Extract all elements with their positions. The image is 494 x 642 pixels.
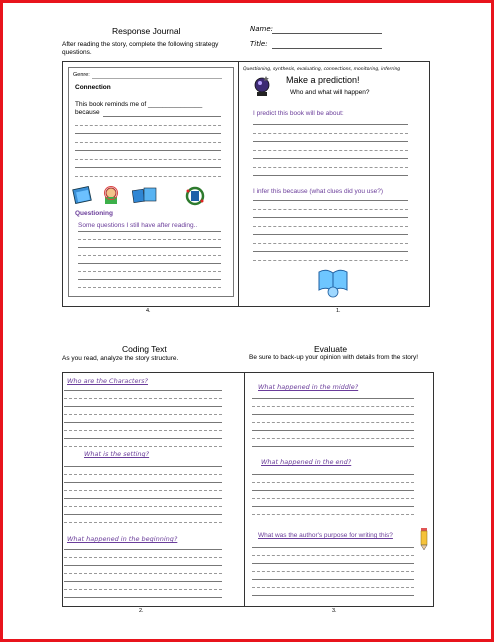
- setting-line[interactable]: [64, 466, 222, 467]
- infer-line[interactable]: [253, 260, 408, 261]
- purpose-line[interactable]: [252, 547, 414, 548]
- page-number-4: 4.: [146, 308, 151, 314]
- connection-line[interactable]: [75, 176, 221, 177]
- genre-label: Genre:: [73, 72, 90, 78]
- bottom-divider: [244, 372, 245, 606]
- setting-line[interactable]: [64, 522, 222, 523]
- connection-line[interactable]: [75, 159, 221, 160]
- reading-child-icon: [102, 186, 120, 206]
- name-label: Name:: [250, 25, 274, 33]
- characters-line[interactable]: [64, 406, 222, 407]
- infer-line[interactable]: [253, 243, 408, 244]
- evaluate-instructions: Be sure to back-up your opinion with details from the story!: [249, 354, 419, 361]
- setting-line[interactable]: [64, 490, 222, 491]
- coding-instructions: As you read, analyze the story structure.: [62, 355, 179, 362]
- page-number-1: 1.: [336, 308, 341, 314]
- because-text: because: [75, 109, 100, 116]
- end-line[interactable]: [252, 474, 414, 475]
- questioning-line[interactable]: [78, 271, 221, 272]
- predict-line[interactable]: [253, 141, 408, 142]
- middle-line[interactable]: [252, 430, 414, 431]
- questioning-line[interactable]: [78, 247, 221, 248]
- infer-line[interactable]: [253, 251, 408, 252]
- infer-line[interactable]: [253, 234, 408, 235]
- connection-heading: Connection: [75, 84, 111, 91]
- pencil-icon: [419, 527, 429, 551]
- characters-line[interactable]: [64, 414, 222, 415]
- middle-line[interactable]: [252, 406, 414, 407]
- middle-line[interactable]: [252, 414, 414, 415]
- characters-line[interactable]: [64, 398, 222, 399]
- infer-line[interactable]: [253, 217, 408, 218]
- journal-instructions: After reading the story, complete the following strategy questions.: [62, 41, 219, 56]
- infer-line[interactable]: [253, 200, 408, 201]
- questioning-line[interactable]: [78, 263, 221, 264]
- middle-line[interactable]: [252, 438, 414, 439]
- characters-line[interactable]: [64, 422, 222, 423]
- beginning-line[interactable]: [64, 565, 222, 566]
- end-line[interactable]: [252, 498, 414, 499]
- beginning-prompt: What happened in the beginning?: [67, 535, 178, 543]
- middle-prompt: What happened in the middle?: [258, 383, 359, 391]
- characters-line[interactable]: [64, 390, 222, 391]
- purpose-line[interactable]: [252, 595, 414, 596]
- end-prompt: What happened in the end?: [261, 458, 352, 466]
- top-divider: [238, 61, 239, 306]
- end-line[interactable]: [252, 482, 414, 483]
- beginning-line[interactable]: [64, 581, 222, 582]
- predict-line[interactable]: [253, 158, 408, 159]
- infer-prompt: I infer this because (what clues did you use?): [253, 188, 384, 195]
- purpose-line[interactable]: [252, 563, 414, 564]
- infer-line[interactable]: [253, 226, 408, 227]
- middle-line[interactable]: [252, 398, 414, 399]
- prediction-heading: Make a prediction!: [286, 75, 360, 85]
- questioning-line[interactable]: [78, 287, 221, 288]
- coding-title: Coding Text: [122, 344, 167, 354]
- journal-title: Response Journal: [112, 26, 181, 36]
- questioning-line[interactable]: [78, 239, 221, 240]
- setting-line[interactable]: [64, 514, 222, 515]
- characters-line[interactable]: [64, 438, 222, 439]
- evaluate-title: Evaluate: [314, 344, 348, 354]
- questioning-line[interactable]: [78, 279, 221, 280]
- wreath-book-icon: [184, 186, 206, 206]
- beginning-line[interactable]: [64, 549, 222, 550]
- beginning-line[interactable]: [64, 557, 222, 558]
- characters-prompt: Who are the Characters?: [67, 377, 148, 385]
- connection-line[interactable]: [75, 133, 221, 134]
- crystal-ball-icon: [253, 76, 271, 98]
- reminds-text: This book reminds me of _______________: [75, 101, 203, 108]
- predict-line[interactable]: [253, 124, 408, 125]
- questioning-prompt: Some questions I still have after reading..: [78, 222, 198, 229]
- strategies-list: Questioning, synthesis, evaluating, connections, monitoring, inferring: [243, 67, 401, 72]
- connection-line[interactable]: [75, 142, 221, 143]
- predict-prompt: I predict this book will be about:: [253, 110, 344, 117]
- end-line[interactable]: [252, 506, 414, 507]
- purpose-line[interactable]: [252, 555, 414, 556]
- purpose-line[interactable]: [252, 571, 414, 572]
- name-line[interactable]: [272, 33, 382, 34]
- end-line[interactable]: [252, 514, 414, 515]
- title-label: Title:: [250, 40, 268, 48]
- stacked-books-icon: [132, 186, 158, 204]
- title-line[interactable]: [272, 48, 382, 49]
- questioning-line[interactable]: [78, 255, 221, 256]
- purpose-prompt: What was the author's purpose for writing this?: [258, 532, 393, 539]
- setting-line[interactable]: [64, 506, 222, 507]
- characters-line[interactable]: [64, 430, 222, 431]
- open-book-icon: [316, 266, 350, 298]
- connection-line[interactable]: [75, 167, 221, 168]
- questioning-line[interactable]: [78, 231, 221, 232]
- connection-line[interactable]: [103, 116, 221, 117]
- setting-prompt: What is the setting?: [84, 450, 150, 458]
- end-line[interactable]: [252, 490, 414, 491]
- beginning-line[interactable]: [64, 597, 222, 598]
- beginning-line[interactable]: [64, 573, 222, 574]
- predict-line[interactable]: [253, 175, 408, 176]
- blue-book-icon: [72, 186, 94, 206]
- questioning-heading: Questioning: [75, 210, 113, 217]
- page-number-3: 3.: [332, 608, 337, 614]
- setting-line[interactable]: [64, 482, 222, 483]
- genre-line[interactable]: [92, 78, 222, 79]
- connection-line[interactable]: [75, 125, 221, 126]
- beginning-line[interactable]: [64, 589, 222, 590]
- prediction-subheading: Who and what will happen?: [290, 89, 370, 96]
- characters-line[interactable]: [64, 446, 222, 447]
- purpose-line[interactable]: [252, 579, 414, 580]
- setting-line[interactable]: [64, 474, 222, 475]
- infer-line[interactable]: [253, 209, 408, 210]
- middle-line[interactable]: [252, 446, 414, 447]
- predict-line[interactable]: [253, 150, 408, 151]
- middle-line[interactable]: [252, 422, 414, 423]
- predict-line[interactable]: [253, 167, 408, 168]
- connection-line[interactable]: [75, 150, 221, 151]
- page-number-2: 2.: [139, 608, 144, 614]
- setting-line[interactable]: [64, 498, 222, 499]
- predict-line[interactable]: [253, 133, 408, 134]
- purpose-line[interactable]: [252, 587, 414, 588]
